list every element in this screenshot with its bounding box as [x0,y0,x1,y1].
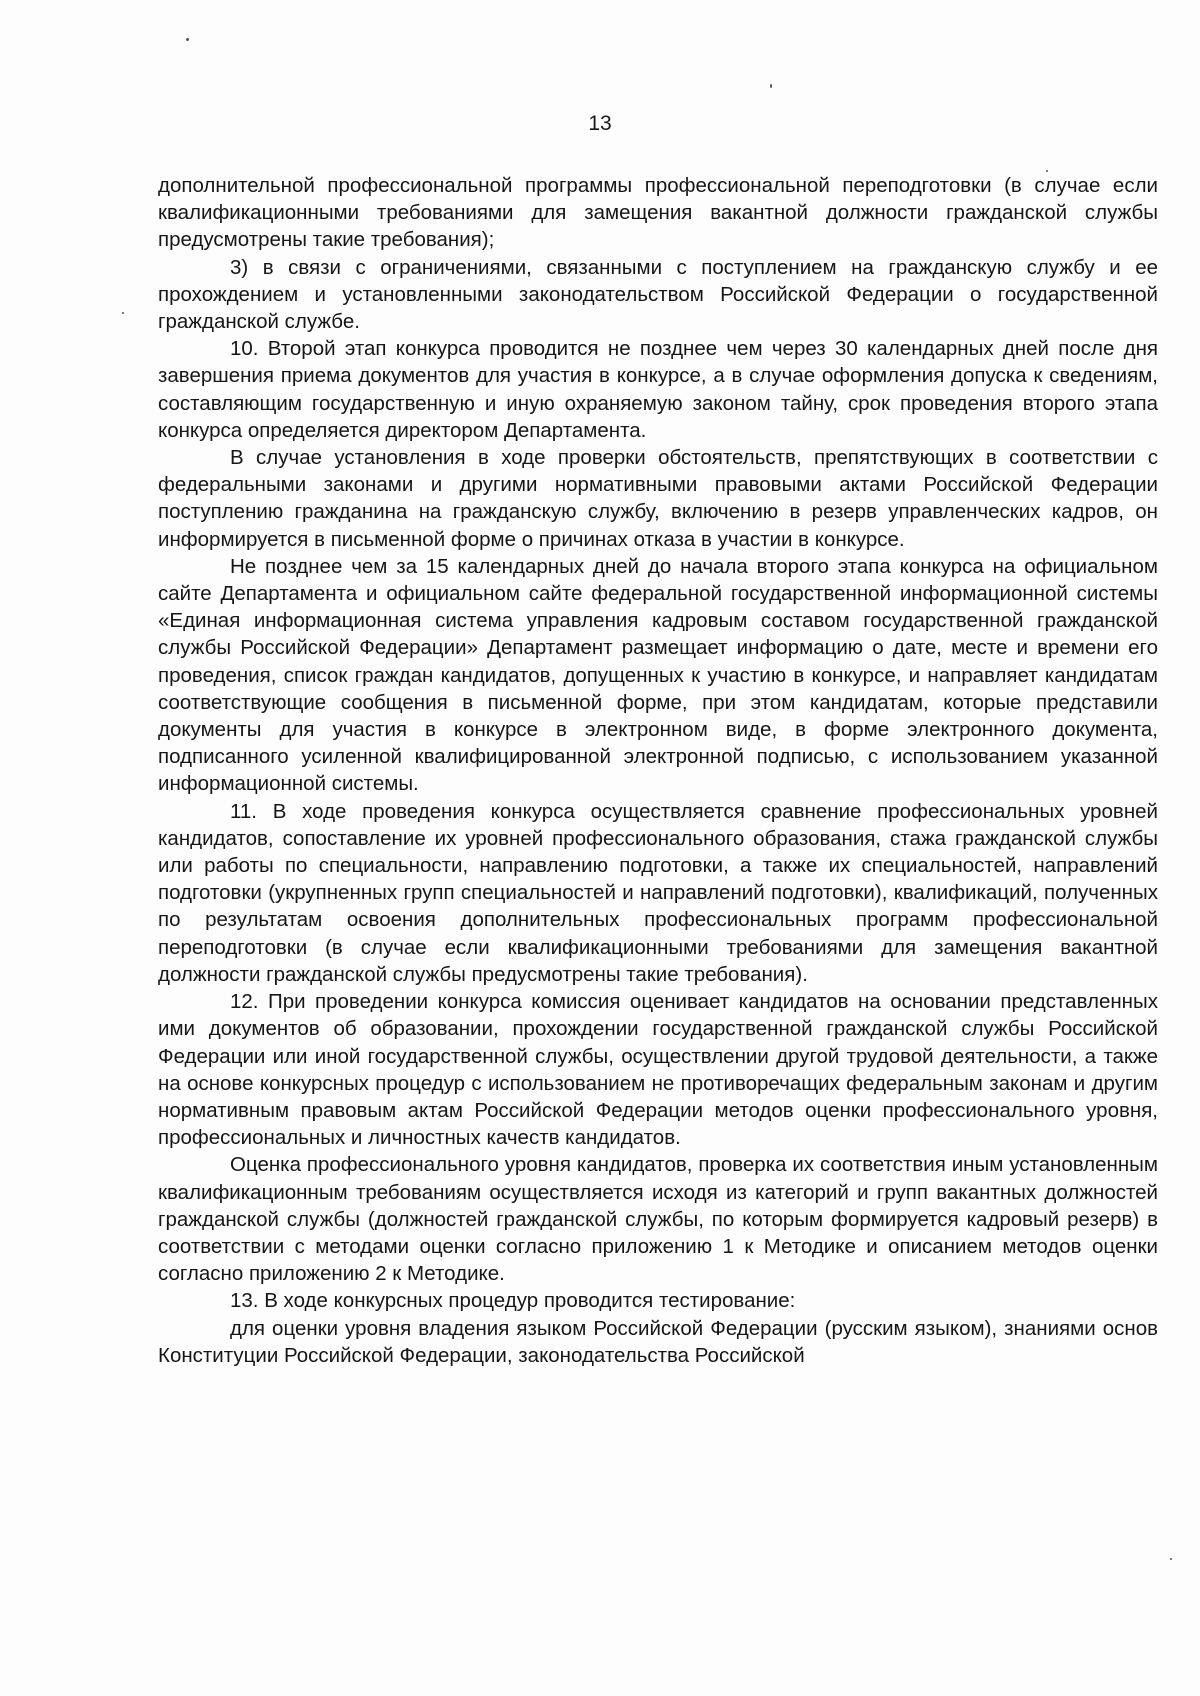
page-number: 13 [588,112,612,135]
paragraph-section-10: 10. Второй этап конкурса проводится не позднее чем через 30 календарных дней после дня завершения приема документов для участия в конкурсе, а в случае оформления допуска к сведениям, составляющим государственную и иную охраняемую законом тайну, срок проведения второго этапа конкурса определяется директором Департамента. [158,337,1158,442]
paragraph-item-3: 3) в связи с ограничениями, связанными с поступлением на гражданскую службу и ее прохождением и установленными законодательством Российской Федерации о государственной гражданской службе. [158,255,1158,334]
paragraph-continuation: дополнительной профессиональной программы профессиональной переподготовки (в случае если квалификационными требованиями для замещения вакантной должности гражданской службы предусмотрены такие требования); [158,174,1158,252]
scan-speck [1170,1558,1172,1560]
paragraph-section-12: 12. При проведении конкурса комиссия оценивает кандидатов на основании представленных ими документов об образовании, прохождении государственной гражданской службы Российской Федерации или иной государственной службы, осуществлении другой трудовой деятельности, а также на основе конкурсных процедур с использованием не противоречащих федеральным законам и другим нормативным правовым актам Российской Федерации методов оценки профессионального уровня, профессиональных и личностных качеств кандидатов. [158,990,1158,1150]
paragraph-section-13: 13. В ходе конкурсных процедур проводится тестирование: [230,1289,796,1313]
scan-speck [122,312,124,314]
paragraph-assessment: Оценка профессионального уровня кандидатов, проверка их соответствия иным установленным квалификационным требованиям осуществляется исходя из категорий и групп вакантных должностей гражданской службы (должностей гражданской службы, по которым формируется кадровый резерв) в соответствии с методами оценки согласно приложению 1 к Методике и описанием методов оценки согласно приложению 2 к Методике. [158,1153,1158,1286]
paragraph-section-11: 11. В ходе проведения конкурса осуществляется сравнение профессиональных уровней кандидатов, сопоставление их уровней профессионального образования, стажа гражданской службы или работы по специальности, направлению подготовки, а также их специальностей, направлений подготовки (укрупненных групп специальностей и направлений подготовки), квалификаций, полученных по результатам освоения дополнительных профессиональных программ профессиональной переподготовки (в случае если квалификационными требованиями для замещения вакантной должности гражданской службы предусмотрены такие требования). [158,799,1158,986]
scan-speck [770,84,772,88]
paragraph-publication-notice: Не позднее чем за 15 календарных дней до начала второго этапа конкурса на официальном сайте Департамента и официальном сайте федеральной государственной информационной системы «Единая информационная система управления кадровым составом государственной гражданской службы Российской Федерации» Департамент размещает информацию о дате, месте и времени его проведения, список граждан кандидатов, допущенных к участию в конкурсе, и направляет кандидатам соответствующие сообщения в письменной форме, при этом кандидатам, которые представили документы для участия в конкурсе в электронном виде, в форме электронного документа, подписанного усиленной квалифицированной электронной подписью, с использованием указанной информационной системы. [158,554,1158,796]
scan-speck [186,38,189,41]
document-body [158,172,1158,1369]
paragraph-testing: для оценки уровня владения языком Российской Федерации (русским языком), знаниями основ Конституции Российской Федерации, законодательства Российской [158,1316,1158,1367]
paragraph-refusal-notice: В случае установления в ходе проверки обстоятельств, препятствующих в соответствии с федеральными законами и другими нормативными правовыми актами Российской Федерации поступлению гражданина на гражданскую службу, включению в резерв управленческих кадров, он информируется в письменной форме о причинах отказа в участии в конкурсе. [158,446,1158,551]
